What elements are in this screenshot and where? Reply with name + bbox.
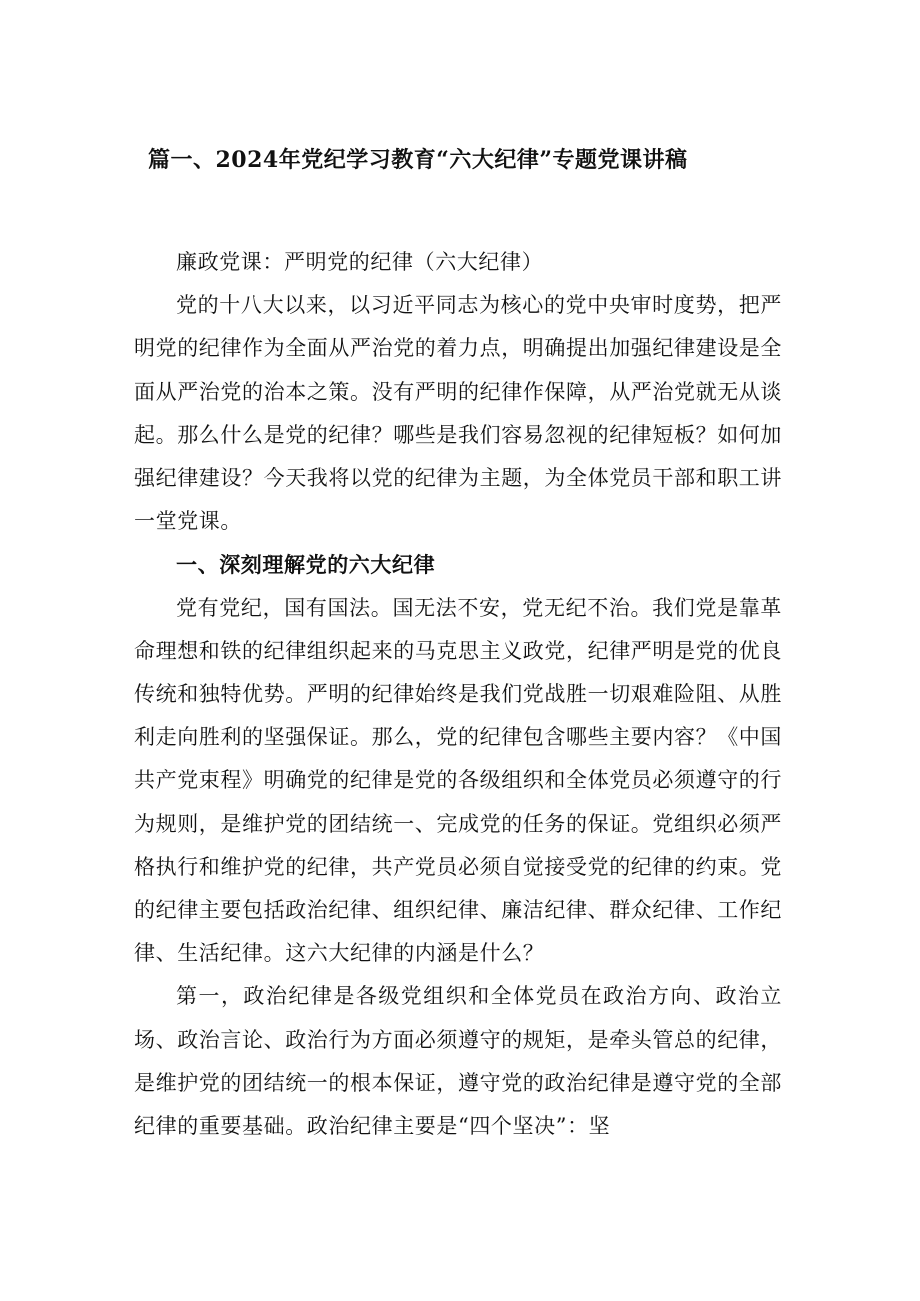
paragraph-lecture-topic: 廉政党课：严明党的纪律（六大纪律） xyxy=(176,250,544,274)
document-body xyxy=(134,241,782,1148)
document-title: 篇一、2024年党纪学习教育“六大纪律”专题党课讲稿 xyxy=(148,147,688,173)
paragraph-party-discipline: 党有党纪，国有国法。国无法不安，党无纪不治。我们党是靠革命理想和铁的纪律组织起来的马克思主义政党，纪律严明是党的优良传统和独特优势。严明的纪律始终是我们党战胜一切艰难险阻、从胜利走向胜利的坚强保证。那么，党的纪律包含哪些主要内容？《中国共产党束程》明确党的纪律是党的各级组织和全体党员必须遵守的行为规则，是维护党的团结统一、完成党的任务的保证。党组织必须严格执行和维护党的纪律，共产党员必须自觉接受党的纪律的约束。党的纪律主要包括政治纪律、组织纪律、廉洁纪律、群众纪律、工作纪律、生活纪律。这六大纪律的内涵是什么？ xyxy=(134,595,782,966)
paragraph-political-discipline: 第一，政治纪律是各级党组织和全体党员在政治方向、政治立场、政治言论、政治行为方面必须遵守的规矩，是牵头管总的纪律，是维护党的团结统一的根本保证，遵守党的政治纪律是遵守党的全部纪律的重要基础。政治纪律主要是“四个坚决”：坚 xyxy=(134,984,782,1139)
paragraph-introduction: 党的十八大以来，以习近平同志为核心的党中央审时度势，把严明党的纪律作为全面从严治党的着力点，明确提出加强纪律建设是全面从严治党的治本之策。没有严明的纪律作保障，从严治党就无从谈起。那么什么是党的纪律？哪些是我们容易忽视的纪律短板？如何加强纪律建设？今天我将以党的纪律为主题，为全体党员干部和职工讲一堂党课。 xyxy=(134,293,782,534)
section-heading-1: 一、深刻理解党的六大纪律 xyxy=(176,552,436,578)
